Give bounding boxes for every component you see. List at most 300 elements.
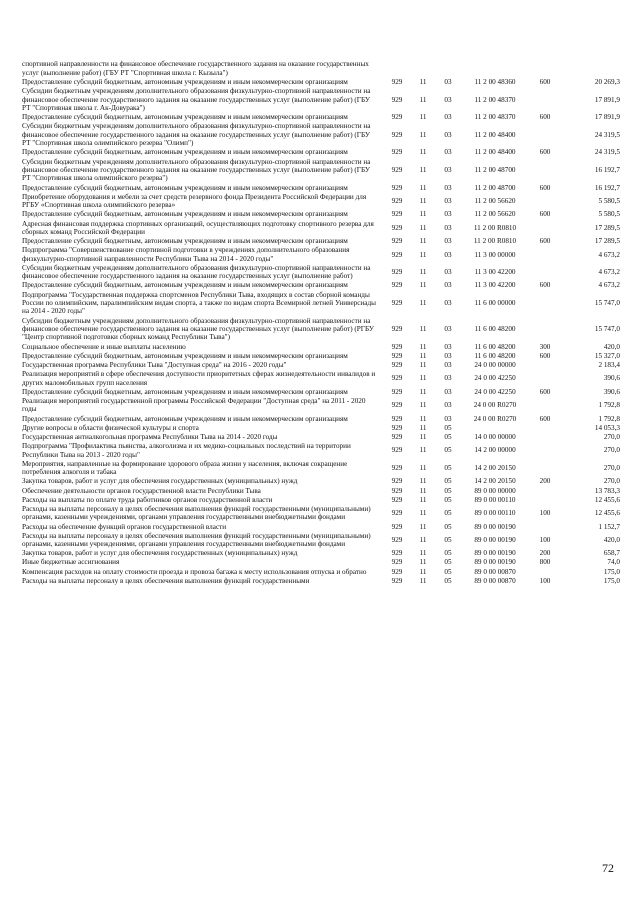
row-razdel: 11 [419,414,427,423]
row-expense-type [528,60,562,78]
table-row [22,192,620,210]
row-target-article: 11 6 00 00000 [474,299,516,308]
row-expense-type: 600 [539,210,551,219]
row-expense-type [528,370,562,388]
row-name: Предоставление субсидий бюджетным, автономным учреждениям и иным некоммерческим организациям [22,77,348,86]
row-podrazdel: 03 [444,401,452,410]
row-name: Закупка товаров, работ и услуг для обеспечения государственных (муниципальных) нужд [22,477,298,486]
row-expense-type: 600 [539,281,551,290]
row-grbs: 929 [391,522,403,531]
row-target-article: 89 0 00 00190 [474,549,516,558]
row-podrazdel: 03 [444,210,452,219]
row-podrazdel: 03 [444,77,452,86]
table-row [22,246,620,264]
row-name: Субсидии бюджетным учреждениям дополнительного образования физкультурно-спортивной направленности на финансовое обеспечение государственного задания на оказание государственных услуг (выполнение работ) (ГБУ РТ "Спортивная школа олимпийского резерва "Олимп") [22,122,371,148]
row-target-article: 14 2 00 20150 [474,463,516,472]
row-expense-type [528,442,562,460]
row-name: Расходы на выплаты персоналу в целях обеспечения выполнения функций государственными (муниципальными) органами, казенными учреждениями, органами управления государственными внебюджетными фондами [22,504,371,522]
row-sum: 16 192,7 [594,183,620,192]
row-grbs: 929 [391,401,403,410]
row-sum: 24 319,5 [594,130,620,139]
table-row [22,264,620,282]
row-grbs: 929 [391,113,403,122]
table-row [22,183,620,192]
row-grbs: 929 [391,446,403,455]
row-expense-type: 600 [539,148,551,157]
table-row [22,567,620,576]
table-row [22,290,620,316]
row-razdel: 11 [419,183,427,192]
table-row [22,459,620,477]
row-sum: 17 891,9 [594,113,620,122]
row-grbs: 929 [391,210,403,219]
row-expense-type [528,361,562,370]
row-expense-type [528,459,562,477]
row-grbs: 929 [391,342,403,351]
row-grbs: 929 [391,196,403,205]
row-razdel: 11 [419,237,427,246]
row-target-article: 24 0 00 42250 [474,387,516,396]
row-target-article: 89 0 00 00110 [474,495,516,504]
row-target-article: 89 0 00 00870 [474,567,516,576]
row-target-article: 11 2 00 48700 [474,183,516,192]
row-expense-type [528,219,562,237]
row-razdel: 11 [419,486,427,495]
row-razdel: 11 [419,113,427,122]
row-target-article: 11 3 00 42200 [474,281,516,290]
row-podrazdel: 05 [444,463,452,472]
row-expense-type: 600 [539,387,551,396]
row-name: Расходы на выплаты персоналу в целях обеспечения выполнения функций государственными [22,576,310,585]
row-grbs: 929 [391,495,403,504]
row-target-article: 11 2 00 48360 [474,77,516,86]
row-target-article: 11 2 00 R0810 [473,237,517,246]
row-name: спортивной направленности на финансовое обеспечение государственного задания на оказание государственных услуг (выполнение работ) (ГБУ РТ "Спортивная школа г. Кызыла") [22,60,369,77]
table-row [22,505,620,523]
row-podrazdel: 05 [444,567,452,576]
table-row [22,78,620,87]
row-name: Реализация мероприятий государственной программы Российской Федерации "Доступная среда" на 2011 - 2020 годы [22,397,366,414]
row-grbs: 929 [391,299,403,308]
row-razdel: 11 [419,196,427,205]
row-expense-type [528,433,562,442]
table-row [22,157,620,183]
row-target-article: 11 2 00 56620 [474,196,516,205]
row-podrazdel: 03 [444,342,452,351]
row-target-article: 89 0 00 00110 [474,509,516,518]
row-razdel: 11 [419,148,427,157]
page-number: 72 [602,861,614,875]
row-sum: 15 747,0 [594,299,620,308]
row-name: Предоставление субсидий бюджетным, автономным учреждениям и иным некоммерческим организациям [22,210,348,219]
row-podrazdel: 03 [444,165,452,174]
row-grbs: 929 [391,223,403,232]
table-row [22,351,620,360]
row-sum: 175,0 [603,567,620,576]
row-grbs: 929 [391,95,403,104]
row-razdel: 11 [419,268,427,277]
row-razdel: 11 [419,374,427,383]
row-razdel: 11 [419,210,427,219]
row-target-article: 24 0 00 00000 [474,361,516,370]
row-podrazdel: 03 [444,268,452,277]
row-expense-type: 200 [539,477,551,486]
row-grbs: 929 [391,567,403,576]
row-grbs: 929 [391,351,403,360]
row-expense-type [528,423,562,432]
row-target-article [462,60,528,78]
row-grbs: 929 [391,374,403,383]
row-razdel: 11 [419,509,427,518]
table-row [22,433,620,442]
row-expense-type [528,157,562,183]
row-sum: 390,6 [603,387,620,396]
row-razdel: 11 [419,95,427,104]
row-razdel: 11 [419,342,427,351]
row-target-article: 11 2 00 R0810 [473,223,517,232]
row-grbs: 929 [391,576,403,585]
row-razdel: 11 [419,387,427,396]
row-grbs: 929 [391,558,403,567]
row-sum: 270,0 [603,477,620,486]
row-sum: 4 673,2 [598,268,620,277]
row-expense-type: 600 [539,414,551,423]
row-podrazdel: 03 [444,281,452,290]
row-grbs: 929 [391,423,403,432]
row-podrazdel: 05 [444,495,452,504]
row-name: Субсидии бюджетным учреждениям дополнительного образования физкультурно-спортивной направленности на финансовое обеспечение государственного задания на оказание государственных услуг (выполнение работ) (РГБУ "Центр спортивной подготовки сборных команд Республики Тыва") [22,316,374,342]
row-expense-type: 100 [539,576,551,585]
row-razdel: 11 [419,463,427,472]
table-row [22,342,620,351]
row-podrazdel: 03 [444,196,452,205]
row-razdel: 11 [419,558,427,567]
row-expense-type: 300 [539,342,551,351]
row-grbs: 929 [391,325,403,334]
row-sum: 5 580,5 [598,196,620,205]
row-target-article: 89 0 00 00190 [474,535,516,544]
row-podrazdel: 05 [444,432,452,441]
row-name: Социальное обеспечение и иные выплаты населению [22,342,186,351]
row-name: Расходы на выплаты по оплате труда работников органов государственной власти [22,495,273,504]
row-grbs: 929 [391,130,403,139]
row-grbs: 929 [391,148,403,157]
row-target-article: 11 2 00 48400 [474,148,516,157]
row-target-article: 11 2 00 56620 [474,210,516,219]
row-grbs: 929 [391,250,403,259]
row-sum: 4 673,2 [598,250,620,259]
row-podrazdel: 05 [444,423,452,432]
row-name: Подпрограмма "Совершенствование спортивной подготовки в учреждениях дополнительного образования физкультурно-спортивной направленности Республики Тыва на 2014 - 2020 годы" [22,246,350,263]
row-expense-type [528,264,562,282]
row-target-article: 89 0 00 00000 [474,486,516,495]
row-podrazdel: 03 [444,95,452,104]
row-sum: 74,0 [607,558,620,567]
row-name: Предоставление субсидий бюджетным, автономным учреждениям и иным некоммерческим организациям [22,351,348,360]
table-row [22,495,620,504]
row-sum: 420,0 [603,342,620,351]
row-target-article: 11 6 00 48200 [474,325,516,334]
row-podrazdel: 05 [444,549,452,558]
row-target-article: 14 0 00 00000 [474,432,516,441]
row-razdel: 11 [419,567,427,576]
table-row [22,370,620,388]
row-sum: 4 673,2 [598,281,620,290]
row-sum: 1 792,8 [598,401,620,410]
row-razdel: 11 [419,351,427,360]
row-name: Субсидии бюджетным учреждениям дополнительного образования физкультурно-спортивной направленности на финансовое обеспечение государственного задания на оказание государственных услуг (выполнение работ) [22,263,371,281]
row-expense-type [528,486,562,495]
row-name: Субсидии бюджетным учреждениям дополнительного образования физкультурно-спортивной направленности на финансовое обеспечение государственного задания на оказание государственных услуг (выполнение работ) (ГБУ РТ "Спортивная школа олимпийского резерва") [22,157,371,183]
budget-table-page [22,60,620,586]
row-target-article: 14 2 00 20150 [474,477,516,486]
row-name: Компенсация расходов на оплату стоимости проезда и провоза багажа к месту использования отпуска и обратно [22,567,367,576]
row-sum [562,60,620,78]
row-razdel: 11 [419,432,427,441]
row-grbs: 929 [391,535,403,544]
row-target-article: 89 0 00 00870 [474,576,516,585]
table-row [22,414,620,423]
row-target-article: 89 0 00 00190 [474,558,516,567]
row-sum: 270,0 [603,432,620,441]
row-grbs: 929 [391,361,403,370]
table-row [22,486,620,495]
table-row [22,361,620,370]
table-row [22,210,620,219]
row-target-article: 89 0 00 00190 [474,522,516,531]
row-name: Предоставление субсидий бюджетным, автономным учреждениям и иным некоммерческим организациям [22,387,348,396]
row-grbs: 929 [391,77,403,86]
row-expense-type: 600 [539,183,551,192]
row-name: Предоставление субсидий бюджетным, автономным учреждениям и иным некоммерческим организациям [22,113,348,122]
row-podrazdel: 03 [444,183,452,192]
row-name: Иные бюджетные ассигнования [22,558,120,567]
row-expense-type [528,316,562,342]
row-target-article: 11 2 00 48400 [474,130,516,139]
row-expense-type: 800 [539,558,551,567]
row-target-article [462,423,528,432]
row-grbs: 929 [391,477,403,486]
row-sum: 270,0 [603,446,620,455]
row-podrazdel: 03 [444,130,452,139]
row-podrazdel: 05 [444,486,452,495]
row-razdel: 11 [419,549,427,558]
row-name: Расходы на выплаты персоналу в целях обеспечения выполнения функций государственными (муниципальными) органами, казенными учреждениями, органами управления государственными внебюджетными фондами [22,531,371,549]
row-target-article: 11 3 00 00000 [474,250,516,259]
row-razdel: 11 [419,299,427,308]
row-razdel: 11 [419,77,427,86]
table-row [22,531,620,549]
row-expense-type [528,495,562,504]
row-target-article: 11 2 00 48370 [474,113,516,122]
table-row [22,423,620,432]
row-name: Обеспечение деятельности органов государственной власти Республики Тыва [22,486,261,495]
row-expense-type: 100 [539,509,551,518]
row-sum: 17 289,5 [594,223,620,232]
table-row [22,442,620,460]
row-sum: 175,0 [603,576,620,585]
row-podrazdel: 05 [444,509,452,518]
row-sum: 20 269,3 [594,77,620,86]
row-name: Расходы на обеспечение функций органов государственной власти [22,522,227,531]
table-row [22,558,620,567]
row-grbs: 929 [391,486,403,495]
row-grbs: 929 [391,432,403,441]
row-expense-type [528,246,562,264]
table-row [22,87,620,113]
row-grbs: 929 [391,414,403,423]
row-expense-type [528,87,562,113]
row-sum: 1 792,8 [598,414,620,423]
row-sum: 15 747,0 [594,325,620,334]
table-row [22,576,620,585]
row-expense-type: 600 [539,113,551,122]
row-name: Закупка товаров, работ и услуг для обеспечения государственных (муниципальных) нужд [22,549,298,558]
row-razdel: 11 [419,446,427,455]
row-sum: 16 192,7 [594,165,620,174]
budget-table-body [22,60,620,586]
table-row [22,316,620,342]
row-sum: 13 783,3 [594,486,620,495]
row-sum: 420,0 [603,535,620,544]
row-target-article: 24 0 00 R0270 [473,414,517,423]
row-name: Государственная антиалкогольная программа Республики Тыва на 2014 - 2020 годы [22,432,278,441]
row-expense-type: 600 [539,77,551,86]
row-name: Адресная финансовая поддержка спортивных организаций, осуществляющих подготовку спортивного резерва для сборных команд Российской Федерации [22,219,374,236]
row-target-article: 14 2 00 00000 [474,446,516,455]
row-podrazdel: 03 [444,299,452,308]
row-sum: 15 327,0 [594,351,620,360]
row-grbs: 929 [391,387,403,396]
row-name: Реализация мероприятий в сфере обеспечения доступности приоритетных сферах жизнедеятельности инвалидов и других маломобильных групп населения [22,370,376,387]
row-name: Предоставление субсидий бюджетным, автономным учреждениям и иным некоммерческим организациям [22,183,348,192]
table-row [22,219,620,237]
row-razdel: 11 [419,281,427,290]
row-expense-type: 600 [539,351,551,360]
row-podrazdel: 05 [444,446,452,455]
row-name: Предоставление субсидий бюджетным, автономным учреждениям и иным некоммерческим организациям [22,281,348,290]
row-name: Подпрограмма "Профилактика пьянства, алкоголизма и их медико-социальных последствий на территории Республики Тыва на 2013 - 2020 годы" [22,442,351,459]
table-row [22,477,620,486]
row-sum: 12 455,6 [594,509,620,518]
row-podrazdel: 03 [444,237,452,246]
row-podrazdel: 03 [444,325,452,334]
row-podrazdel: 03 [444,113,452,122]
row-expense-type [528,192,562,210]
row-razdel: 11 [419,223,427,232]
row-expense-type [528,397,562,415]
row-grbs: 929 [391,463,403,472]
row-razdel: 11 [419,250,427,259]
row-name: Предоставление субсидий бюджетным, автономным учреждениям и иным некоммерческим организациям [22,414,348,423]
row-name: Предоставление субсидий бюджетным, автономным учреждениям и иным некоммерческим организациям [22,148,348,157]
row-grbs [382,60,412,78]
row-podrazdel: 05 [444,576,452,585]
table-row [22,549,620,558]
row-grbs: 929 [391,268,403,277]
row-podrazdel [434,60,462,78]
row-target-article: 24 0 00 R0270 [473,401,517,410]
row-razdel: 11 [419,165,427,174]
row-expense-type [528,122,562,148]
row-podrazdel: 03 [444,414,452,423]
row-sum: 390,6 [603,374,620,383]
row-sum: 17 891,9 [594,95,620,104]
row-expense-type [528,522,562,531]
row-razdel: 11 [419,423,427,432]
row-target-article: 11 3 00 42200 [474,268,516,277]
row-razdel: 11 [419,361,427,370]
row-sum: 5 580,5 [598,210,620,219]
row-podrazdel: 03 [444,387,452,396]
table-row [22,122,620,148]
row-grbs: 929 [391,165,403,174]
table-row [22,237,620,246]
row-sum: 1 152,7 [598,522,620,531]
row-name: Мероприятия, направленные на формирование здорового образа жизни у населения, включая сокращение потребления алкоголя и табака [22,459,348,477]
row-grbs: 929 [391,237,403,246]
row-expense-type: 600 [539,237,551,246]
table-row [22,522,620,531]
row-razdel: 11 [419,401,427,410]
row-podrazdel: 03 [444,223,452,232]
budget-table [22,60,620,586]
table-row [22,60,620,78]
row-podrazdel: 03 [444,250,452,259]
row-name: Приобретение оборудования и мебели за счет средств резервного фонда Президента Российской Федерации для РГБУ «Спортивная школа олимпийского резерва» [22,192,367,210]
row-name: Подпрограмма "Государственная поддержка спортсменов Республики Тыва, входящих в состав сборной команды России по олимпийским, паралимпийским видам спорта, а также по видам спорта Всемирной летней Универсиады на 2014 - 2020 годы" [22,290,376,316]
row-expense-type [528,567,562,576]
row-podrazdel: 03 [444,361,452,370]
row-podrazdel: 05 [444,522,452,531]
row-target-article: 11 2 00 48700 [474,165,516,174]
row-sum: 12 455,6 [594,495,620,504]
row-name: Государственная программа Республики Тыва "Доступная среда" на 2016 - 2020 годы" [22,361,287,370]
row-podrazdel: 05 [444,535,452,544]
row-sum: 2 183,4 [598,361,620,370]
row-expense-type: 100 [539,535,551,544]
row-target-article: 11 2 00 48370 [474,95,516,104]
row-podrazdel: 05 [444,477,452,486]
row-name: Предоставление субсидий бюджетным, автономным учреждениям и иным некоммерческим организациям [22,237,348,246]
row-grbs: 929 [391,183,403,192]
row-sum: 14 053,3 [594,423,620,432]
table-row [22,113,620,122]
row-podrazdel: 03 [444,351,452,360]
row-sum: 17 289,5 [594,237,620,246]
row-razdel: 11 [419,325,427,334]
row-sum: 270,0 [603,463,620,472]
table-row [22,387,620,396]
row-podrazdel: 03 [444,374,452,383]
row-sum: 24 319,5 [594,148,620,157]
row-target-article: 11 6 00 48200 [474,351,516,360]
table-row [22,281,620,290]
row-target-article: 11 6 00 48200 [474,342,516,351]
row-target-article: 24 0 00 42250 [474,374,516,383]
row-razdel: 11 [419,130,427,139]
row-grbs: 929 [391,281,403,290]
row-razdel: 11 [419,522,427,531]
row-name: Другие вопросы в области физической культуры и спорта [22,423,199,432]
row-razdel [412,60,434,78]
table-row [22,148,620,157]
table-row [22,397,620,415]
row-sum: 658,7 [603,549,620,558]
row-grbs: 929 [391,549,403,558]
row-expense-type: 200 [539,549,551,558]
row-razdel: 11 [419,576,427,585]
